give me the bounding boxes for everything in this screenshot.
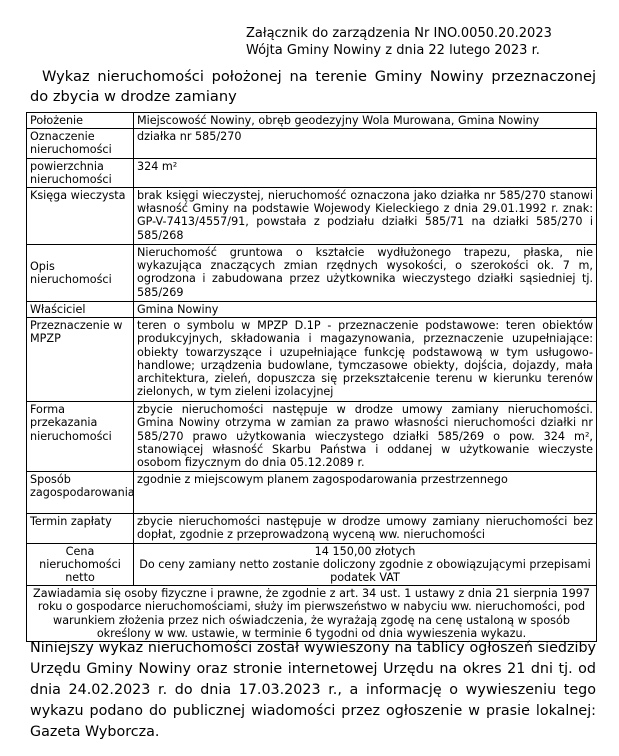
row-label: Położenie bbox=[27, 113, 134, 129]
table-row bbox=[27, 514, 597, 543]
row-label: Opis nieruchomości bbox=[27, 245, 134, 302]
row-value: Gmina Nowiny bbox=[134, 302, 597, 318]
table-row bbox=[27, 472, 597, 514]
price-amount: 14 150,00 złotych bbox=[314, 544, 416, 558]
row-value: brak księgi wieczystej, nieruchomość oznaczona jako działka nr 585/270 stanowi własność Gminy na podstawie Wojewody Kieleckiego z dnia 29.01.1992 r. znak: GP-V-7413/4557/91, powstała z podziału działki 585/71 na działki 585/270 i 585/268 bbox=[134, 188, 597, 245]
row-value: zgodnie z miejscowym planem zagospodarowania przestrzennego bbox=[134, 472, 597, 514]
price-value bbox=[134, 543, 597, 586]
table-row bbox=[27, 302, 597, 318]
price-row bbox=[27, 543, 597, 586]
table-row bbox=[27, 113, 597, 129]
row-value: 324 m² bbox=[134, 158, 597, 187]
row-label: Oznaczenie nieruchomości bbox=[27, 129, 134, 158]
annex-header bbox=[246, 25, 552, 59]
row-value: Miejscowość Nowiny, obręb geodezyjny Wola Murowana, Gmina Nowiny bbox=[134, 113, 597, 129]
row-label: Przeznaczenie w MPZP bbox=[27, 318, 134, 402]
row-value: zbycie nieruchomości następuje w drodze umowy zamiany nieruchomości bez dopłat, zgodnie z przeprowadzoną wyceną ww. nieruchomości bbox=[134, 514, 597, 543]
row-value: teren o symbolu w MPZP D.1P - przeznaczenie podstawowe: teren obiektów produkcyjnych, składowania i magazynowania, przeznaczenie uzupełniające: obiekty towarzyszące i uzupełniające funkcję podstawową w tym usługowo-handlowe; urządzenia budowlane, tymczasowe obiekty, dojścia, dojazdy, mała architektura, zieleń, dopuszcza się przekształcenie terenu w kierunku terenów zielonych, w tym zieleni izolacyjnej bbox=[134, 318, 597, 402]
pre-emption-notice: Zawiadamia się osoby fizyczne i prawne, że zgodnie z art. 34 ust. 1 ustawy z dnia 21 sierpnia 1997 roku o gospodarce nieruchomościami, służy im pierwszeństwo w nabyciu ww. nieruchomości, pod warunkiem złożenia przez nich oświadczenia, że wyrażają zgodę na cenę ustaloną w sposób określony w ww. ustawie, w terminie 6 tygodni od dnia wywieszenia wykazu. bbox=[27, 586, 597, 642]
row-label: powierzchnia nieruchomości bbox=[27, 158, 134, 187]
posting-note: Niniejszy wykaz nieruchomości został wywieszony na tablicy ogłoszeń siedziby Urzędu Gminy Nowiny oraz stronie internetowej Urzędu na okres 21 dni tj. od dnia 24.02.2023 r. do dnia 17.03.2023 r., a informację o wywieszeniu tego wykazu podano do publicznej wiadomości przez ogłoszenie w prasie lokalnej: Gazeta Wyborcza. bbox=[30, 640, 596, 740]
document-title: Wykaz nieruchomości położonej na terenie Gminy Nowiny przeznaczonej do zbycia w drodze zamiany bbox=[30, 68, 596, 105]
table-row bbox=[27, 402, 597, 472]
notice-row bbox=[27, 586, 597, 642]
price-label: Cena nieruchomości netto bbox=[27, 543, 134, 586]
row-label: Forma przekazania nieruchomości bbox=[27, 402, 134, 472]
price-vat-note: Do ceny zamiany netto zostanie doliczony zgodnie z obowiązującymi przepisami podatek VAT bbox=[139, 557, 591, 585]
annex-line-2: Wójta Gminy Nowiny z dnia 22 lutego 2023 r. bbox=[246, 43, 540, 58]
table-row bbox=[27, 158, 597, 187]
row-label: Księga wieczysta bbox=[27, 188, 134, 245]
row-label: Termin zapłaty bbox=[27, 514, 134, 543]
row-value: Nieruchomość gruntowa o kształcie wydłużonego trapezu, płaska, nie wykazująca znaczących zmian rzędnych wysokości, o szerokości ok. 7 m, ogrodzona i zabudowana przez użytkownika wieczystego działki sąsiedniej tj. 585/269 bbox=[134, 245, 597, 302]
row-value: zbycie nieruchomości następuje w drodze umowy zamiany nieruchomości. Gmina Nowiny otrzyma w zamian za prawo własności nieruchomości działki nr 585/270 prawo użytkowania wieczystego działki 585/269 o pow. 324 m², stanowiącej własność Skarbu Państwa i oddanej w użytkowanie wieczyste osobom fizycznym do dnia 05.12.2089 r. bbox=[134, 402, 597, 472]
table-row bbox=[27, 245, 597, 302]
row-label: Właściciel bbox=[27, 302, 134, 318]
property-table bbox=[26, 112, 597, 642]
row-value: działka nr 585/270 bbox=[134, 129, 597, 158]
table-row bbox=[27, 318, 597, 402]
table-row bbox=[27, 188, 597, 245]
table-row bbox=[27, 129, 597, 158]
row-label: Sposób zagospodarowania bbox=[27, 472, 134, 514]
annex-line-1: Załącznik do zarządzenia Nr INO.0050.20.2023 bbox=[246, 26, 552, 41]
